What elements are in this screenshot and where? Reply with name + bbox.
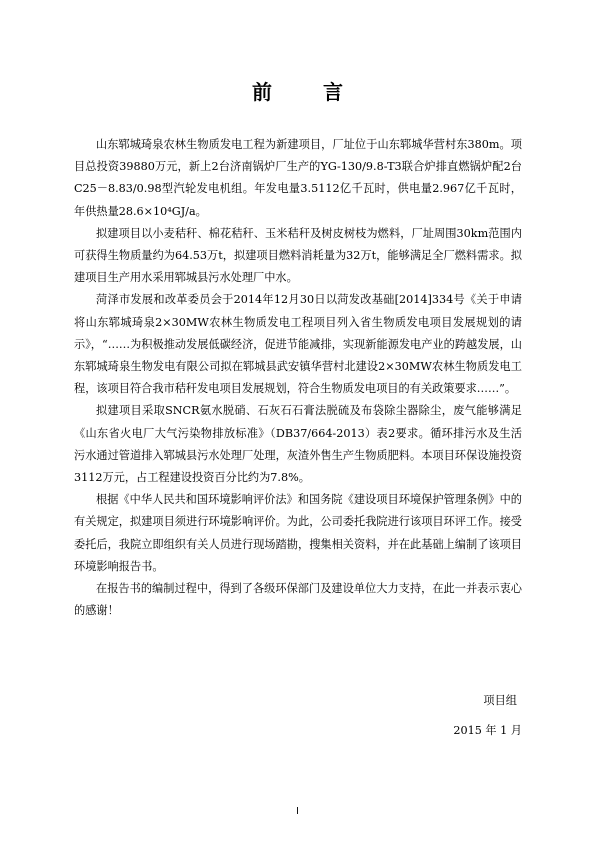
paragraph-legal-basis: 根据《中华人民共和国环境影响评价法》和国务院《建设项目环境保护管理条例》中的有关规定，拟建项目须进行环境影响评价。为此，公司委托我院进行该项目环评工作。接受委托后，我院立即组织有关人员进行现场踏勘，搜集相关资料，并在此基础上编制了该项目环境影响报告书。	[74, 493, 522, 573]
page-number: I	[296, 806, 299, 817]
paragraph-environmental-measures: 拟建项目采取SNCR氨水脱硝、石灰石石膏法脱硫及布袋除尘器除尘，废气能够满足《山东省火电厂大气污染物排放标准》（DB37/664-2013）表2要求。循环排污水及生活污水通过管道排入郓城县污水处理厂处理，灰渣外售生产生物质肥料。本项目环保设施投资3112万元，占工程建设投资百分比约为7.8%。	[74, 404, 522, 485]
preface-body	[74, 134, 522, 622]
paragraph-approval: 菏泽市发展和改革委员会于2014年12月30日以菏发改基础[2014]334号《关于申请将山东郓城琦泉2×30MW农林生物质发电工程项目列入省生物质发电项目发展规划的请示》，“……为积极推动发展低碳经济，促进节能减排，实现新能源发电产业的跨越发展，山东郓城琦泉生物发电有限公司拟在郓城县武安镇华营村北建设2×30MW农林生物质发电工程，该项目符合我市秸秆发电项目发展规划，符合生物质发电项目的有关政策要求……”。	[74, 293, 522, 396]
signature-date: 2015 年 1 月	[453, 724, 522, 737]
paragraph-fuel: 拟建项目以小麦秸秆、棉花秸秆、玉米秸秆及树皮树枝为燃料，厂址周围30km范围内可获得生物质量约为64.53万t，拟建项目燃料消耗量为32万t，能够满足全厂燃料需求。拟建项目生产用水采用郓城县污水处理厂中水。	[74, 226, 522, 285]
paragraph-thanks: 在报告书的编制过程中，得到了各级环保部门及建设单位大力支持，在此一并表示衷心的感谢！	[74, 582, 522, 618]
paragraph-project-overview: 山东郓城琦泉农林生物质发电工程为新建项目，厂址位于山东郓城华营村东380m。项目总投资39880万元，新上2台济南锅炉厂生产的YG-130/9.8-T3联合炉排直燃锅炉配2台C25－8.83/0.98型汽轮发电机组。年发电量3.5112亿千瓦时，供电量2.967亿千瓦时，年供热量28.6×10⁴GJ/a。	[74, 138, 522, 218]
signature-team: 项目组	[483, 694, 517, 707]
page-title: 前 言	[252, 80, 365, 104]
